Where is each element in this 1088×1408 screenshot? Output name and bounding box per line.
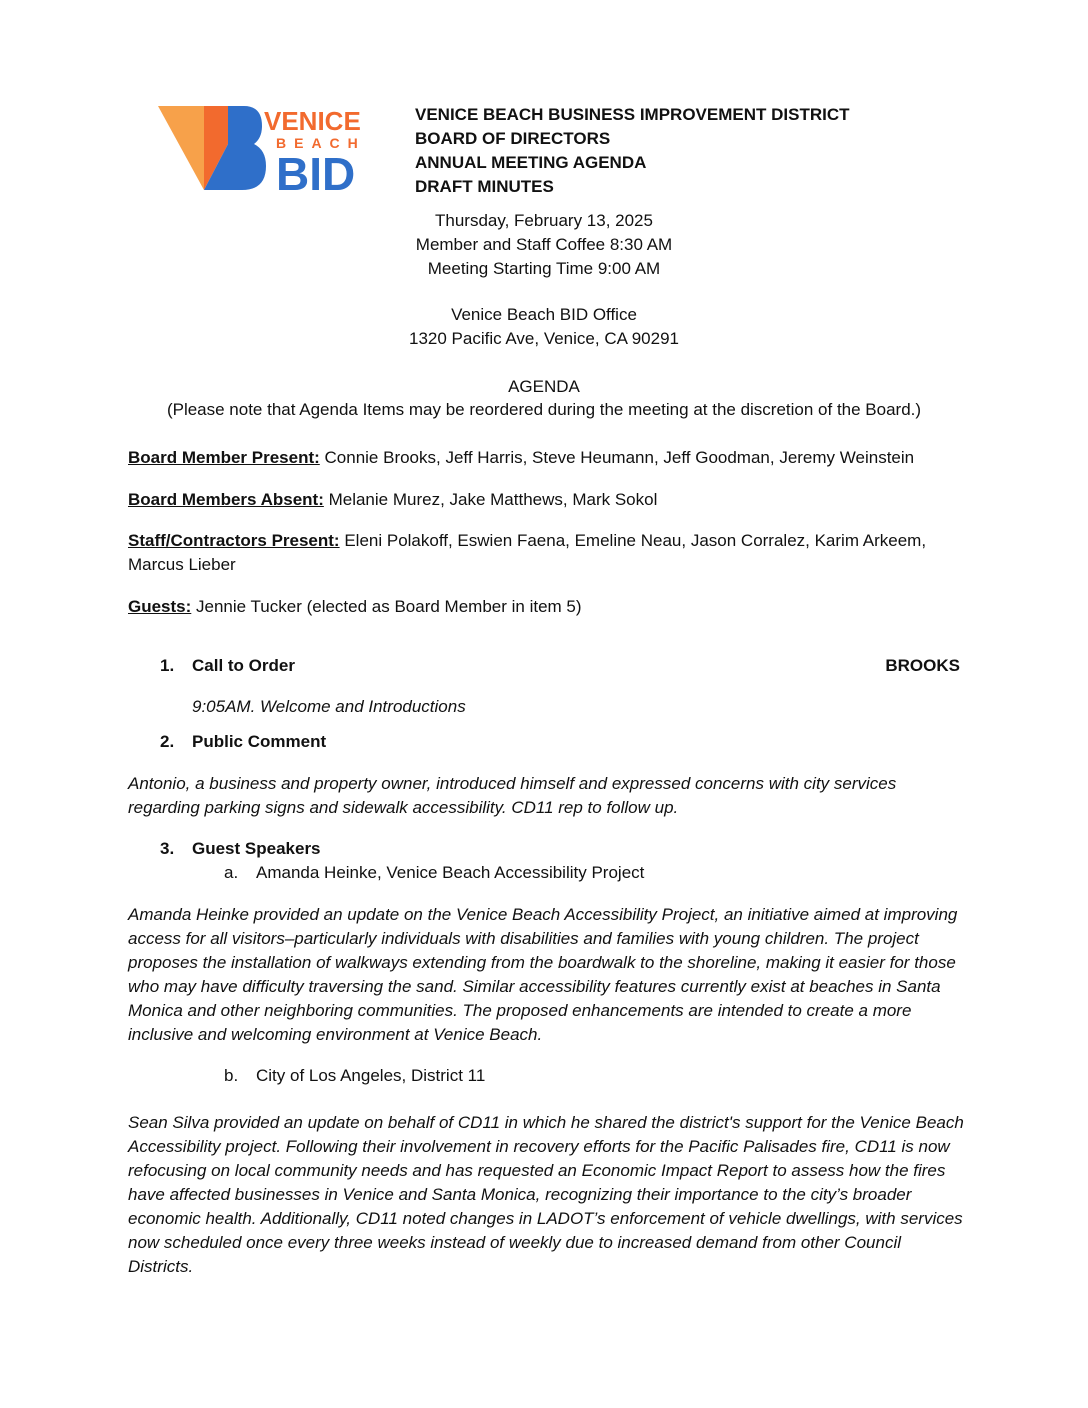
meeting-start-time: Meeting Starting Time 9:00 AM (427, 259, 661, 278)
heading-line-3: ANNUAL MEETING AGENDA (415, 153, 647, 172)
item-2-number: 2. (160, 732, 175, 751)
item-3b-note: Sean Silva provided an update on behalf of CD11 in which he shared the district's support for the Venice Beach Accessibility project. Following their involvement in recovery efforts for the Pacific Palisades fire, CD11 is now refocusing on local community needs and has requested an Economic Impact Report to assess how the fires have affected businesses in Venice and Santa Monica, recognizing their importance to the city’s broader economic health. Additionally, CD11 noted changes in LADOT’s enforcement of vehicle dwellings, with services now scheduled once every three weeks instead of weekly due to increased demand from other Council Districts. (128, 1113, 964, 1276)
agenda-note: (Please note that Agenda Items may be reordered during the meeting at the discretion of the Board.) (166, 400, 922, 419)
item-3b-letter: b. (224, 1066, 239, 1085)
item-1-number: 1. (160, 656, 175, 675)
item-1-presenter: BROOKS (885, 656, 960, 675)
staff-present-label: Staff/Contractors Present: (128, 531, 340, 550)
guests-label: Guests: (128, 597, 192, 616)
staff-present-names: Eleni Polakoff, Eswien Faena, Emeline Neau, Jason Corralez, Karim Arkeem, Marcus Lieber (128, 531, 927, 574)
meeting-date: Thursday, February 13, 2025 (435, 211, 653, 230)
item-3b (224, 1064, 485, 1088)
logo-bid-text: BID (276, 148, 356, 192)
board-absent (128, 488, 968, 512)
item-3b-title: City of Los Angeles, District 11 (256, 1066, 486, 1085)
logo-orange-shape (158, 106, 204, 190)
board-present-names: Connie Brooks, Jeff Harris, Steve Heumann, Jeff Goodman, Jeremy Weinstein (319, 448, 915, 467)
board-present-label: Board Member Present: (128, 448, 320, 467)
item-2-note: Antonio, a business and property owner, introduced himself and expressed concerns with city services regarding parking signs and sidewalk accessibility. CD11 rep to follow up. (128, 774, 897, 817)
item-2-title: Public Comment (192, 732, 327, 751)
guests (128, 595, 968, 619)
item-3a (224, 861, 644, 885)
item-3a-note: Amanda Heinke provided an update on the Venice Beach Accessibility Project, an initiative aimed at improving access for all visitors–particularly individuals with disabilities and families with young children. The project proposes the installation of walkways extending from the boardwalk to the shoreline, making it easier for those who may have difficulty traversing the sand. Similar accessibility features currently exist at beaches in Santa Monica and other neighboring communities. The proposed enhancements are intended to create a more inclusive and welcoming environment at Venice Beach. (128, 905, 958, 1044)
agenda-title: AGENDA (508, 377, 580, 396)
board-absent-names: Melanie Murez, Jake Matthews, Mark Sokol (323, 490, 658, 509)
meeting-coffee-time: Member and Staff Coffee 8:30 AM (415, 235, 673, 254)
item-3a-title: Amanda Heinke, Venice Beach Accessibility Project (256, 863, 645, 882)
agenda-item-2 (160, 730, 326, 754)
board-present (128, 446, 968, 470)
agenda-item-3 (160, 837, 321, 861)
item-1-note: 9:05AM. Welcome and Introductions (192, 697, 466, 716)
heading-line-4: DRAFT MINUTES (415, 177, 554, 196)
logo-beach-text: BEACH (276, 135, 366, 151)
heading-line-1: VENICE BEACH BUSINESS IMPROVEMENT DISTRICT (415, 105, 850, 124)
meeting-location-name: Venice Beach BID Office (451, 305, 637, 324)
item-3a-letter: a. (224, 863, 239, 882)
staff-present (128, 529, 968, 577)
guests-names: Jennie Tucker (elected as Board Member in item 5) (191, 597, 582, 616)
venice-beach-bid-logo (158, 104, 384, 192)
item-3-number: 3. (160, 839, 175, 858)
board-absent-label: Board Members Absent: (128, 490, 324, 509)
meeting-address: 1320 Pacific Ave, Venice, CA 90291 (409, 329, 679, 348)
item-3-title: Guest Speakers (192, 839, 321, 858)
agenda-item-1 (160, 654, 960, 678)
heading-line-2: BOARD OF DIRECTORS (415, 129, 611, 148)
item-1-title: Call to Order (192, 656, 295, 675)
logo-venice-text: VENICE (264, 106, 361, 136)
document-heading (415, 103, 850, 199)
